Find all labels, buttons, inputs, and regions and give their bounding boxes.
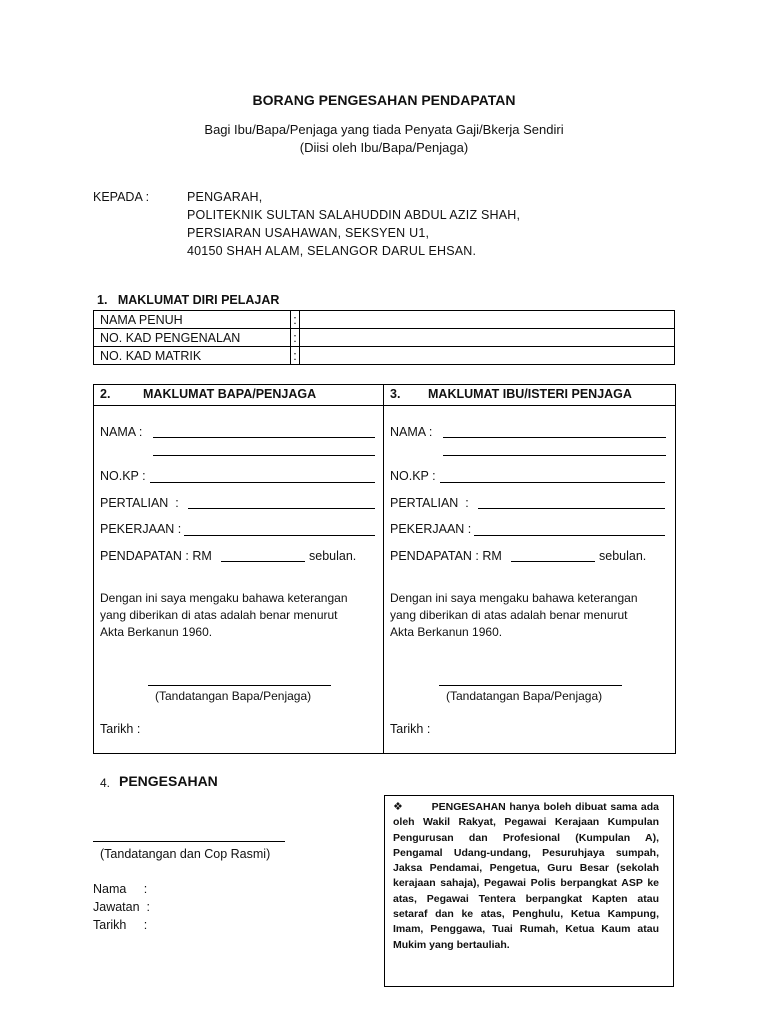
mother-tarikh-label: Tarikh : bbox=[390, 722, 431, 736]
table-row bbox=[94, 311, 675, 329]
father-declaration bbox=[100, 590, 375, 641]
section-3-heading: MAKLUMAT IBU/ISTERI PENJAGA bbox=[428, 387, 632, 401]
official-tarikh-label: Tarikh : bbox=[93, 918, 148, 932]
mother-pertalian-field[interactable] bbox=[478, 508, 665, 509]
official-jawatan-label: Jawatan : bbox=[93, 900, 150, 914]
father-signature-line[interactable] bbox=[148, 685, 331, 686]
mother-pekerjaan-label: PEKERJAAN : bbox=[390, 522, 472, 536]
no-kad-matrik-field[interactable] bbox=[300, 347, 675, 365]
father-pendapatan-field[interactable] bbox=[221, 561, 305, 562]
mother-pekerjaan-field[interactable] bbox=[474, 535, 665, 536]
mother-signature-line[interactable] bbox=[439, 685, 622, 686]
mother-declaration bbox=[390, 590, 665, 641]
form-subtitle: Bagi Ibu/Bapa/Penjaga yang tiada Penyata Gaji/Bkerja Sendiri bbox=[204, 122, 564, 137]
declaration-line: Akta Berkanun 1960. bbox=[390, 625, 503, 639]
nama-penuh-field[interactable] bbox=[300, 311, 675, 329]
section-2-number: 2. bbox=[100, 387, 111, 401]
section-2-heading: MAKLUMAT BAPA/PENJAGA bbox=[143, 387, 317, 401]
address-line: POLITEKNIK SULTAN SALAHUDDIN ABDUL AZIZ SHAH, bbox=[187, 208, 521, 222]
father-pekerjaan-label: PEKERJAAN : bbox=[100, 522, 182, 536]
column-divider bbox=[383, 384, 384, 753]
section-4-heading: PENGESAHAN bbox=[119, 773, 218, 789]
row-colon: : bbox=[291, 347, 300, 365]
father-pertalian-label: PERTALIAN : bbox=[100, 496, 179, 510]
student-info-table bbox=[93, 310, 675, 365]
father-signature-caption: (Tandatangan Bapa/Penjaga) bbox=[155, 689, 312, 703]
father-pendapatan-suffix: sebulan. bbox=[309, 549, 357, 563]
table-row bbox=[94, 329, 675, 347]
row-label: NO. KAD MATRIK bbox=[94, 347, 291, 365]
note-text: PENGESAHAN hanya boleh dibuat sama ada oleh Wakil Rakyat, Pegawai Kerajaan Kumpulan Pengurusan dan Profesional (Kumpulan A), Pengamal Udang-undang, Pesuruhjaya sumpah, Jaksa Pendamai, Pengetua, Guru Besar (sekolah kerajaan sahaja), Pegawai Polis berpangkat ASP ke atas, Pegawai Tentera berpangkat Kapten atau setaraf dan ke atas, Penghulu, Ketua Kampung, Imam, Penggawa, Tuai Rumah, Ketua Kaum atau Mukim yang bertauliah. bbox=[393, 801, 659, 951]
section-3-number: 3. bbox=[390, 387, 401, 401]
official-signature-caption: (Tandatangan dan Cop Rasmi) bbox=[100, 847, 271, 861]
declaration-line: Dengan ini saya mengaku bahawa keterangan bbox=[100, 591, 348, 605]
declaration-line: Dengan ini saya mengaku bahawa keterangan bbox=[390, 591, 638, 605]
mother-pertalian-label: PERTALIAN : bbox=[390, 496, 469, 510]
father-nokp-label: NO.KP : bbox=[100, 469, 146, 483]
official-nama-label: Nama : bbox=[93, 882, 148, 896]
no-kad-pengenalan-field[interactable] bbox=[300, 329, 675, 347]
declaration-line: yang diberikan di atas adalah benar menurut bbox=[390, 608, 628, 622]
mother-pendapatan-field[interactable] bbox=[511, 561, 595, 562]
father-pendapatan-label: PENDAPATAN : RM bbox=[100, 549, 212, 563]
official-signature-line[interactable] bbox=[93, 841, 285, 842]
mother-nama-field-2[interactable] bbox=[443, 455, 666, 456]
father-pertalian-field[interactable] bbox=[188, 508, 375, 509]
row-label: NAMA PENUH bbox=[94, 311, 291, 329]
diamond-bullet-icon: ❖ bbox=[393, 801, 404, 813]
header-divider bbox=[93, 405, 675, 406]
row-colon: : bbox=[291, 311, 300, 329]
address-line: PENGARAH, bbox=[187, 190, 263, 204]
kepada-label: KEPADA : bbox=[93, 190, 150, 204]
declaration-line: Akta Berkanun 1960. bbox=[100, 625, 213, 639]
pengesahan-note bbox=[393, 800, 659, 953]
father-pekerjaan-field[interactable] bbox=[184, 535, 375, 536]
father-nama-field-2[interactable] bbox=[153, 455, 375, 456]
mother-signature-caption: (Tandatangan Bapa/Penjaga) bbox=[446, 689, 603, 703]
mother-pendapatan-label: PENDAPATAN : RM bbox=[390, 549, 502, 563]
section-4-number: 4. bbox=[100, 776, 111, 790]
mother-nama-label: NAMA : bbox=[390, 425, 433, 439]
mother-nokp-field[interactable] bbox=[440, 482, 665, 483]
declaration-line: yang diberikan di atas adalah benar menurut bbox=[100, 608, 338, 622]
father-nama-label: NAMA : bbox=[100, 425, 143, 439]
row-label: NO. KAD PENGENALAN bbox=[94, 329, 291, 347]
address-line: 40150 SHAH ALAM, SELANGOR DARUL EHSAN. bbox=[187, 244, 477, 258]
address-line: PERSIARAN USAHAWAN, SEKSYEN U1, bbox=[187, 226, 430, 240]
mother-pendapatan-suffix: sebulan. bbox=[599, 549, 647, 563]
father-tarikh-label: Tarikh : bbox=[100, 722, 141, 736]
father-nokp-field[interactable] bbox=[150, 482, 375, 483]
form-title: BORANG PENGESAHAN PENDAPATAN bbox=[252, 92, 516, 108]
row-colon: : bbox=[291, 329, 300, 347]
mother-nama-field[interactable] bbox=[443, 437, 666, 438]
father-nama-field[interactable] bbox=[153, 437, 375, 438]
section-1-heading: 1. MAKLUMAT DIRI PELAJAR bbox=[97, 293, 280, 307]
form-subtitle-note: (Diisi oleh Ibu/Bapa/Penjaga) bbox=[299, 140, 469, 155]
mother-nokp-label: NO.KP : bbox=[390, 469, 436, 483]
table-row bbox=[94, 347, 675, 365]
